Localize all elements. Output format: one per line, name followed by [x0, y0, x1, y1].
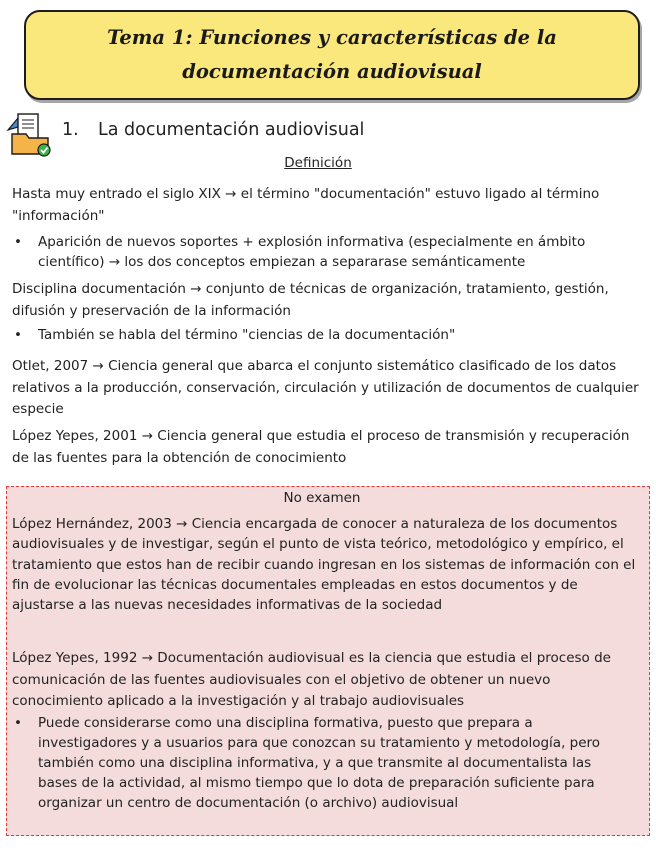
section-heading-text: La documentación audiovisual: [98, 120, 365, 140]
section-heading: [62, 120, 364, 140]
no-exam-paragraph-1: López Hernández, 2003 → Ciencia encargada de conocer a naturaleza de los documentos audiovisuales y de investigar, según el punto de vista teórico, metodológico y empírico, el tratamiento que estos han de recibir cuando ingresan en los sistemas de información con el fin de evolucionar las técnicas documentales empleadas en estos documentos y de ajustarse a las nuevas necesidades informativas de la sociedad: [12, 516, 636, 614]
bullet-2-text: También se habla del término "ciencias de la documentación": [38, 327, 456, 343]
paragraph-4: López Yepes, 2001 → Ciencia general que estudia el proceso de transmisión y recuperación de las fuentes para la obtención de conocimiento: [12, 428, 630, 466]
definition-subheading: [0, 155, 636, 171]
no-exam-bullet-1-text: Puede considerarse como una disciplina formativa, puesto que prepara a investigadores y a usuarios para que conozcan su tratamiento y metodología, pero también como una disciplina informativa, y a que transmite al documentalista las bases de la actividad, al mismo tiempo que lo dota de preparación suficiente para organizar un centro de documentación (o archivo) audiovisual: [38, 715, 601, 811]
no-exam-label: No examen: [283, 490, 361, 506]
paragraph-2: Disciplina documentación → conjunto de técnicas de organización, tratamiento, gestión, difusión y preservación de la información: [12, 281, 609, 319]
definition-label: Definición: [284, 155, 352, 171]
title-banner: [24, 10, 640, 100]
bullet-1-text: Aparición de nuevos soportes + explosión informativa (especialmente en ámbito científico) → los dos conceptos empiezan a separarase semánticamente: [38, 234, 586, 270]
paragraph-3: Otlet, 2007 → Ciencia general que abarca el conjunto sistemático clasificado de los datos relativos a la producción, conservación, circulación y utilización de documentos de cualquier especie: [12, 358, 639, 417]
title-line-1: Tema 1: Funciones y características de la: [107, 26, 557, 49]
title-line-2: documentación audiovisual: [182, 60, 482, 83]
section-number: 1.: [62, 120, 79, 140]
bullet-1: • Aparición de nuevos soportes + explosión informativa (especialmente en ámbito científico) → los dos conceptos empiezan a separarase semánticamente: [14, 232, 634, 272]
no-exam-bullet-1: • Puede considerarse como una disciplina formativa, puesto que prepara a investigadores y a usuarios para que conozcan su tratamiento y metodología, pero también como una disciplina informativa, y a que transmite al documentalista las bases de la actividad, al mismo tiempo que lo dota de preparación suficiente para organizar un centro de documentación (o archivo) audiovisual: [14, 713, 634, 813]
paragraph-1: Hasta muy entrado el siglo XIX → el término "documentación" estuvo ligado al término "información": [12, 186, 600, 224]
bullet-2: • También se habla del término "ciencias de la documentación": [14, 325, 634, 345]
document-folder-check-icon: [4, 110, 54, 158]
no-exam-paragraph-2: López Yepes, 1992 → Documentación audiovisual es la ciencia que estudia el proceso de comunicación de las fuentes audiovisuales con el objetivo de obtener un nuevo conocimiento aplicado a la investigación y al trabajo audiovisuales: [12, 650, 611, 709]
